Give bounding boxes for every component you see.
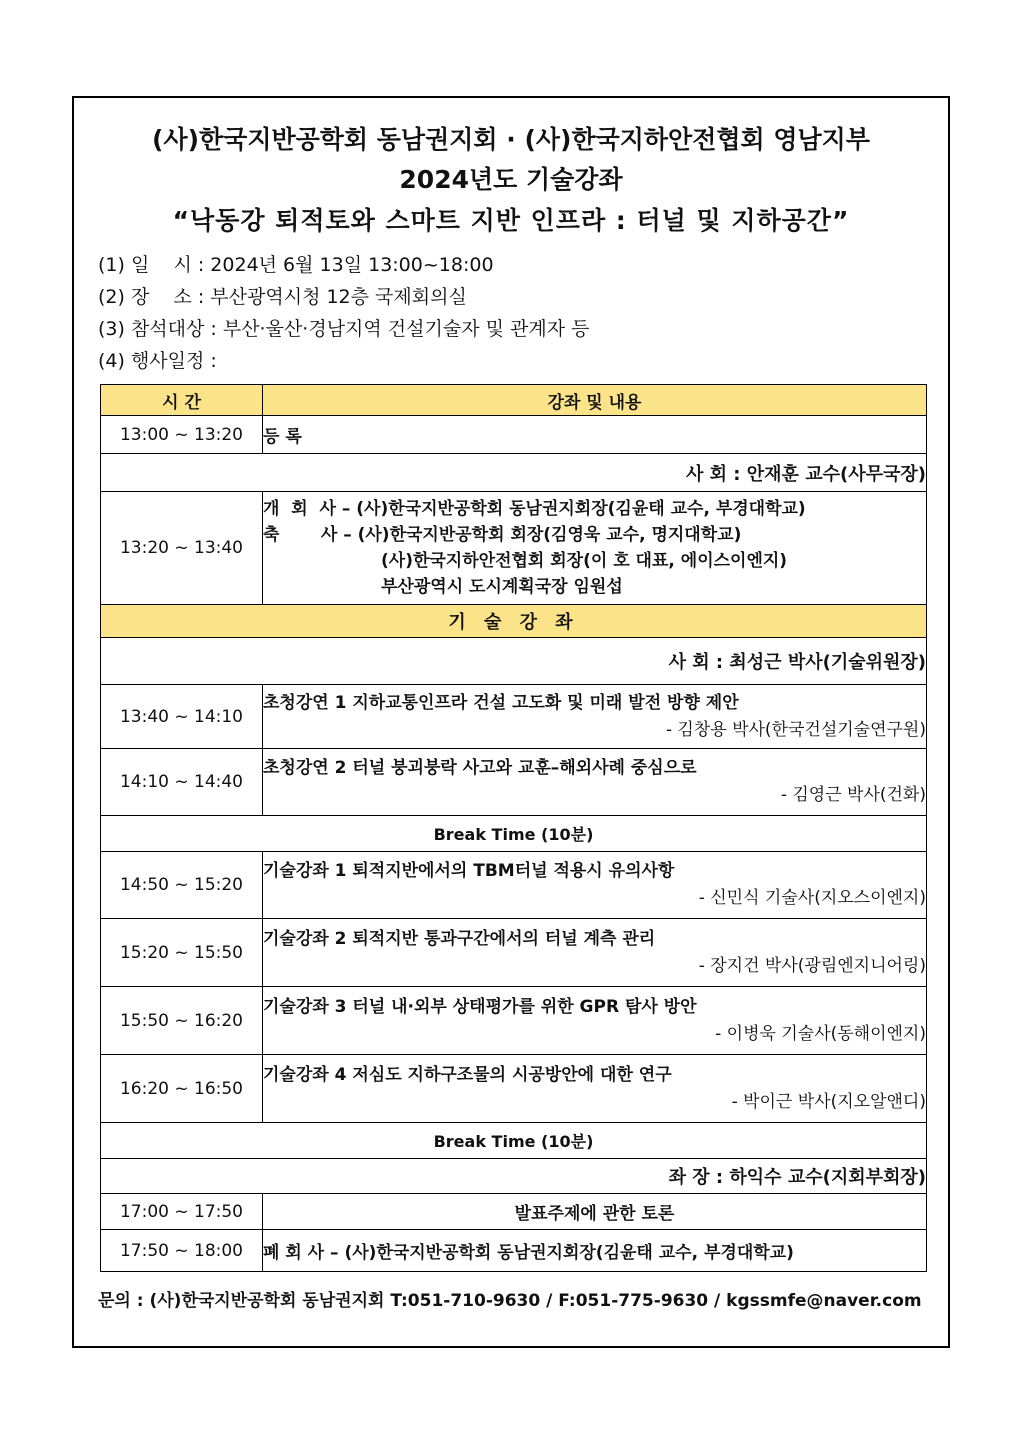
header-time: 시 간 [101,385,263,416]
lecture [263,919,927,987]
lecture-time: 16:20 ~ 16:50 [101,1055,263,1123]
lecture-speaker: - 장지건 박사(광림엔지니어링) [698,955,926,976]
lecture [263,1055,927,1123]
lecture-speaker: - 김영근 박사(건화) [780,785,926,805]
title-theme: “낙동강 퇴적토와 스마트 지반 인프라 : 터널 및 지하공간” [172,206,850,235]
registration-time: 13:00 ~ 13:20 [101,416,263,454]
congratulatory-1: 축 사 – (사)한국지반공학회 회장(김영욱 교수, 명지대학교) [263,525,742,545]
table-row [101,685,927,749]
lecture-title: 기술강좌 3 터널 내·외부 상태평가를 위한 GPR 탐사 방안 [263,996,697,1017]
contact-footer: 문의 : (사)한국지반공학회 동남권지회 T:051-710-9630 / F:051-775-9630 / kgssmfe@naver.com [98,1291,922,1311]
congratulatory-2: (사)한국지하안전협회 회장(이 호 대표, 에이스이엔지) [381,551,788,571]
chair: 좌 장 : 하익수 교수(지회부회장) [101,1159,927,1194]
section-title: 기 술 강 좌 [101,605,927,638]
table-row [101,1230,927,1272]
lecture-speaker: - 김창용 박사(한국건설기술연구원) [665,719,926,740]
lecture-time: 15:20 ~ 15:50 [101,919,263,987]
table-header-row [101,385,927,416]
congratulatory-3: 부산광역시 도시계획국장 임원섭 [381,577,623,597]
registration-label: 등 록 [263,416,927,454]
lecture-title: 초청강연 1 지하교통인프라 건설 고도화 및 미래 발전 방향 제안 [263,692,739,713]
lecture-speaker: - 박이근 박사(지오알앤디) [731,1091,926,1112]
closing-time: 17:50 ~ 18:00 [101,1230,263,1272]
lecture-time: 14:10 ~ 14:40 [101,749,263,816]
lecture-title: 초청강연 2 터널 붕괴붕락 사고와 교훈–해외사례 중심으로 [263,758,697,778]
info-schedule: (4) 행사일정 : [98,350,217,372]
opening-ceremony [263,492,927,605]
lecture-time: 13:40 ~ 14:10 [101,685,263,749]
header-content: 강좌 및 내용 [263,385,927,416]
discussion: 발표주제에 관한 토론 [263,1194,927,1230]
table-row [101,852,927,919]
lecture-time: 15:50 ~ 16:20 [101,987,263,1055]
info-audience: (3) 참석대상 : 부산·울산·경남지역 건설기술자 및 관계자 등 [98,318,590,340]
schedule-table [100,384,927,1272]
lecture-speaker: - 이병욱 기술사(동해이엔지) [715,1023,926,1044]
mc-1: 사 회 : 안재훈 교수(사무국장) [101,454,927,492]
break-2: Break Time (10분) [101,1123,927,1159]
table-row [101,492,927,605]
break-1: Break Time (10분) [101,816,927,852]
closing-address: 폐 회 사 – (사)한국지반공학회 동남권지회장(김윤태 교수, 부경대학교) [263,1230,927,1272]
document-frame [72,96,950,1348]
lecture-time: 14:50 ~ 15:20 [101,852,263,919]
title-organizers: (사)한국지반공학회 동남권지회 · (사)한국지하안전협회 영남지부 [152,125,870,154]
lecture-title: 기술강좌 2 퇴적지반 통과구간에서의 터널 계측 관리 [263,928,656,949]
lecture [263,987,927,1055]
lecture [263,685,927,749]
lecture [263,852,927,919]
mc-2: 사 회 : 최성근 박사(기술위원장) [101,638,927,685]
lecture-title: 기술강좌 4 저심도 지하구조물의 시공방안에 대한 연구 [263,1064,672,1085]
info-date: (1) 일 시 : 2024년 6월 13일 13:00~18:00 [98,254,494,276]
table-row [101,1159,927,1194]
discussion-time: 17:00 ~ 17:50 [101,1194,263,1230]
lecture-title: 기술강좌 1 퇴적지반에서의 TBM터널 적용시 유의사항 [263,861,675,881]
table-row [101,638,927,685]
table-row [101,1055,927,1123]
table-row [101,987,927,1055]
lecture-speaker: - 신민식 기술사(지오스이엔지) [698,888,926,908]
table-row [101,919,927,987]
table-row [101,749,927,816]
title-event: 2024년도 기술강좌 [399,165,623,194]
table-row [101,1123,927,1159]
table-row [101,416,927,454]
info-place: (2) 장 소 : 부산광역시청 12층 국제회의실 [98,286,467,308]
section-row [101,605,927,638]
table-row [101,454,927,492]
table-row [101,1194,927,1230]
table-row [101,816,927,852]
opening-address: 개 회 사 – (사)한국지반공학회 동남권지회장(김윤태 교수, 부경대학교) [263,499,806,519]
lecture [263,749,927,816]
opening-time: 13:20 ~ 13:40 [101,492,263,605]
